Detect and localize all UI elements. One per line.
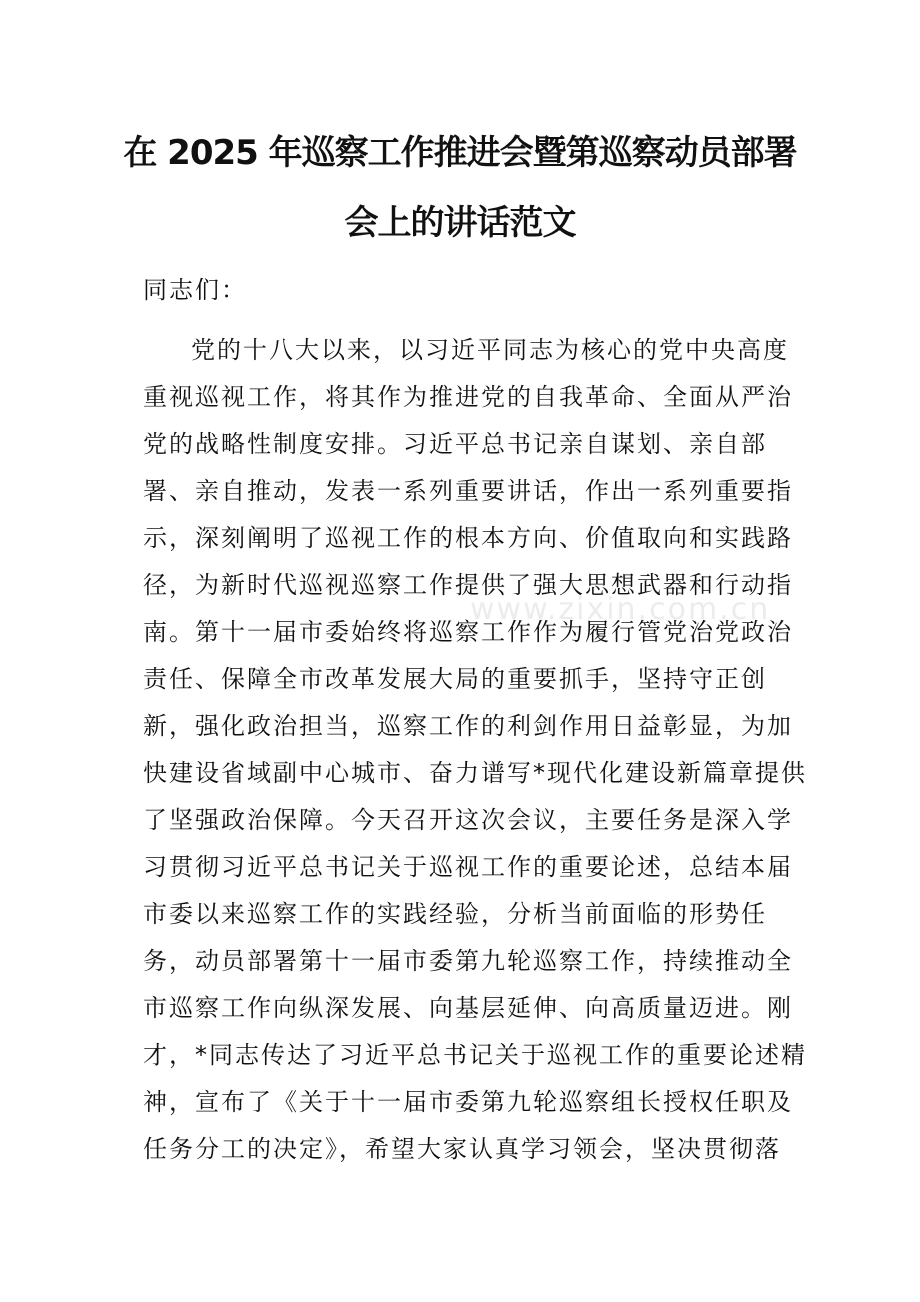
body-line: 党的十八大以来，以习近平同志为核心的党中央高度 xyxy=(191,336,789,364)
body-line: 习贯彻习近平总书记关于巡视工作的重要论述，总结本届 xyxy=(143,853,793,881)
body-line: 示，深刻阐明了巡视工作的根本方向、价值取向和实践路 xyxy=(143,524,793,552)
body-line: 快建设省域副中心城市、奋力谱写*现代化建设新篇章提供 xyxy=(143,759,807,787)
watermark: www.zixin.com.cn xyxy=(470,592,771,627)
body-line: 了坚强政治保障。今天召开这次会议，主要任务是深入学 xyxy=(143,806,793,834)
document-title-line-1: 在 2025 年巡察工作推进会暨第巡察动员部署 xyxy=(123,133,797,173)
document-title-line-2: 会上的讲话范文 xyxy=(344,203,576,243)
body-line: 署、亲自推动，发表一系列重要讲话，作出一系列重要指 xyxy=(143,477,793,505)
body-line: 责任、保障全市改革发展大局的重要抓手，坚持守正创 xyxy=(143,665,767,693)
salutation: 同志们： xyxy=(143,276,247,304)
body-line: 径，为新时代巡视巡察工作提供了强大思想武器和行动指 xyxy=(143,571,793,599)
body-line: 南。第十一届市委始终将巡察工作作为履行管党治党政治 xyxy=(143,618,793,646)
body-line: 务，动员部署第十一届市委第九轮巡察工作，持续推动全 xyxy=(143,947,793,975)
body-line: 神，宣布了《关于十一届市委第九轮巡察组长授权任职及 xyxy=(143,1088,793,1116)
body-line: 任务分工的决定》，希望大家认真学习领会，坚决贯彻落 xyxy=(143,1135,781,1163)
body-line: 才，*同志传达了习近平总书记关于巡视工作的重要论述精 xyxy=(143,1041,807,1069)
body-line: 市委以来巡察工作的实践经验，分析当前面临的形势任 xyxy=(143,900,767,928)
body-line: 市巡察工作向纵深发展、向基层延伸、向高质量迈进。刚 xyxy=(143,994,793,1022)
body-line: 新，强化政治担当，巡察工作的利剑作用日益彰显，为加 xyxy=(143,712,793,740)
body-line: 党的战略性制度安排。习近平总书记亲自谋划、亲自部 xyxy=(143,430,767,458)
body-line: 重视巡视工作，将其作为推进党的自我革命、全面从严治 xyxy=(143,383,793,411)
